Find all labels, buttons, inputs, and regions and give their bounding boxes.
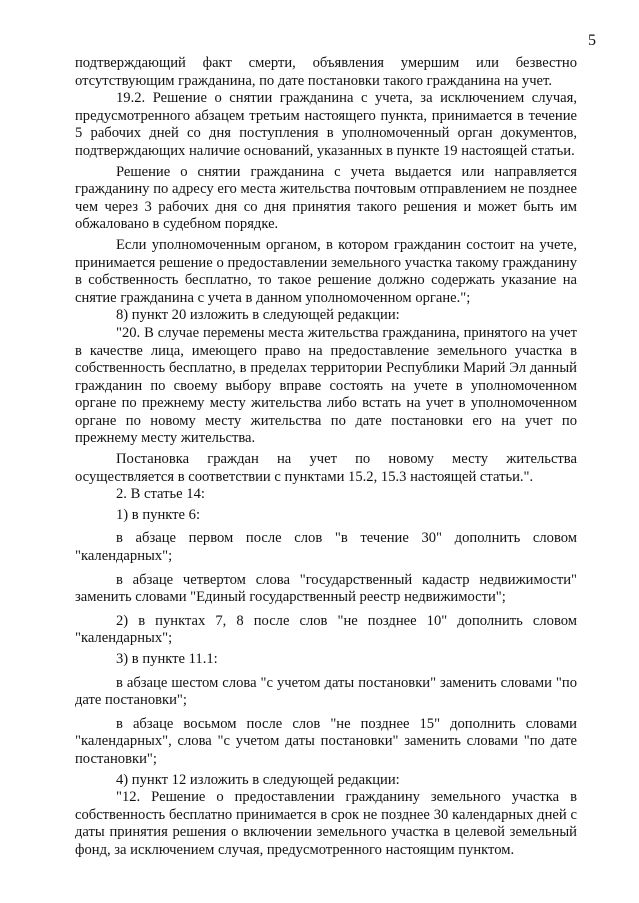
paragraph-sixth-abzac: в абзаце шестом слова "с учетом даты постановки" заменить словами "по дате постановки"; — [75, 674, 577, 709]
paragraph-article-14: 2. В статье 14: — [116, 486, 205, 503]
paragraph-item-2: 2) в пунктах 7, 8 после слов "не позднее 10" дополнить словом "календарных"; — [75, 612, 577, 647]
paragraph-item-8: 8) пункт 20 изложить в следующей редакции: — [116, 307, 400, 324]
paragraph-land-decision: Если уполномоченным органом, в котором гражданин состоит на учете, принимается решение о предоставлении земельного участка такому гражданину в собственность бесплатно, то такое решение должно содержать указание на снятие гражданина с учета в данном уполномоченном органе."; — [75, 236, 577, 306]
paragraph-eighth-abzac: в абзаце восьмом после слов "не позднее 15" дополнить словами "календарных", слова "с учетом даты постановки" заменить словами "по дате постановки"; — [75, 715, 577, 767]
paragraph-decision-delivery: Решение о снятии гражданина с учета выдается или направляется гражданину по адресу его места жительства почтовым отправлением не позднее чем через 3 рабочих дня со дня принятия такого решения и может быть им обжаловано в судебном порядке. — [75, 163, 577, 233]
paragraph-fourth-abzac: в абзаце четвертом слова "государственный кадастр недвижимости" заменить словами "Единый государственный реестр недвижимости"; — [75, 571, 577, 606]
page-number: 5 — [588, 32, 596, 49]
paragraph-registration: Постановка граждан на учет по новому месту жительства осуществляется в соответствии с пунктами 15.2, 15.3 настоящей статьи.". — [75, 451, 577, 485]
paragraph-19-2: 19.2. Решение о снятии гражданина с учета, за исключением случая, предусмотренного абзацем третьим настоящего пункта, принимается в течение 5 рабочих дней со дня поступления в уполномоченный орган документов, подтверждающих наличие оснований, указанных в пункте 19 настоящей статьи. — [75, 90, 577, 159]
paragraph-12: "12. Решение о предоставлении гражданину земельного участка в собственность бесплатно принимается в срок не позднее 30 календарных дней с даты принятия решения о включении земельного участка в целевой земельный фонд, за исключением случая, предусмотренного настоящим пунктом. — [75, 789, 577, 858]
paragraph-item-1: 1) в пункте 6: — [116, 506, 201, 523]
paragraph-continuation: подтверждающий факт смерти, объявления умершим или безвестно отсутствующим гражданина, по дате постановки такого гражданина на учет. — [75, 55, 577, 89]
paragraph-20: "20. В случае перемены места жительства гражданина, принятого на учет в качестве лица, имеющего право на предоставление земельного участка в собственность бесплатно, в пределах территории Республики Марий Эл данный гражданин по своему выбору вправе состоять на учете в уполномоченном органе по прежнему месту жительства либо встать на учет в уполномоченном органе по новому месту жительства по дате постановки его на учет по прежнему месту жительства. — [75, 324, 577, 447]
paragraph-item-3: 3) в пункте 11.1: — [116, 651, 218, 667]
paragraph-item-4: 4) пункт 12 изложить в следующей редакции: — [116, 771, 400, 788]
document-body — [75, 55, 577, 860]
paragraph-first-abzac: в абзаце первом после слов "в течение 30" дополнить словом "календарных"; — [75, 530, 577, 565]
